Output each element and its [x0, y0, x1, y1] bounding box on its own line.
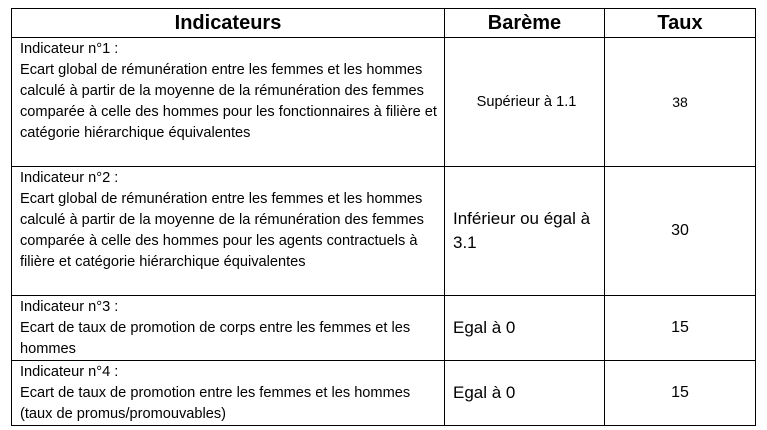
- taux-cell: 38: [605, 38, 756, 167]
- indicator-cell: [12, 296, 445, 361]
- indicator-title: Indicateur n°3 :: [20, 299, 119, 315]
- bareme-cell: Egal à 0: [445, 296, 605, 361]
- bareme-cell: Egal à 0: [445, 361, 605, 426]
- table-row: [12, 167, 756, 296]
- header-indicateurs: Indicateurs: [12, 9, 445, 38]
- taux-cell: 15: [605, 361, 756, 426]
- header-bareme: Barème: [445, 9, 605, 38]
- table-row: [12, 38, 756, 167]
- indicator-cell: [12, 167, 445, 296]
- indicator-title: Indicateur n°1 :: [20, 41, 119, 57]
- indicator-title: Indicateur n°2 :: [20, 170, 119, 186]
- table-header-row: [12, 9, 756, 38]
- bareme-cell: Supérieur à 1.1: [445, 38, 605, 167]
- header-taux: Taux: [605, 9, 756, 38]
- indicator-description: Ecart de taux de promotion entre les femmes et les hommes (taux de promus/promouvables): [20, 385, 411, 422]
- indicator-title: Indicateur n°4 :: [20, 364, 119, 380]
- bareme-cell: Inférieur ou égal à 3.1: [445, 167, 605, 296]
- indicator-cell: [12, 38, 445, 167]
- indicator-description: Ecart global de rémunération entre les femmes et les hommes calculé à partir de la moyenne de la rémunération des femmes comparée à celle des hommes pour les fonctionnaires à filière et catégorie hiérarchique équivalentes: [20, 62, 437, 141]
- indicator-description: Ecart global de rémunération entre les femmes et les hommes calculé à partir de la moyenne de la rémunération des femmes comparée à celle des hommes pour les agents contractuels à filière et catégorie hiérarchique équivalentes: [20, 191, 424, 270]
- taux-cell: 30: [605, 167, 756, 296]
- indicator-description: Ecart de taux de promotion de corps entre les femmes et les hommes: [20, 320, 411, 357]
- table-row: [12, 296, 756, 361]
- taux-cell: 15: [605, 296, 756, 361]
- table-row: [12, 361, 756, 426]
- indicators-table: [11, 8, 756, 426]
- indicator-cell: [12, 361, 445, 426]
